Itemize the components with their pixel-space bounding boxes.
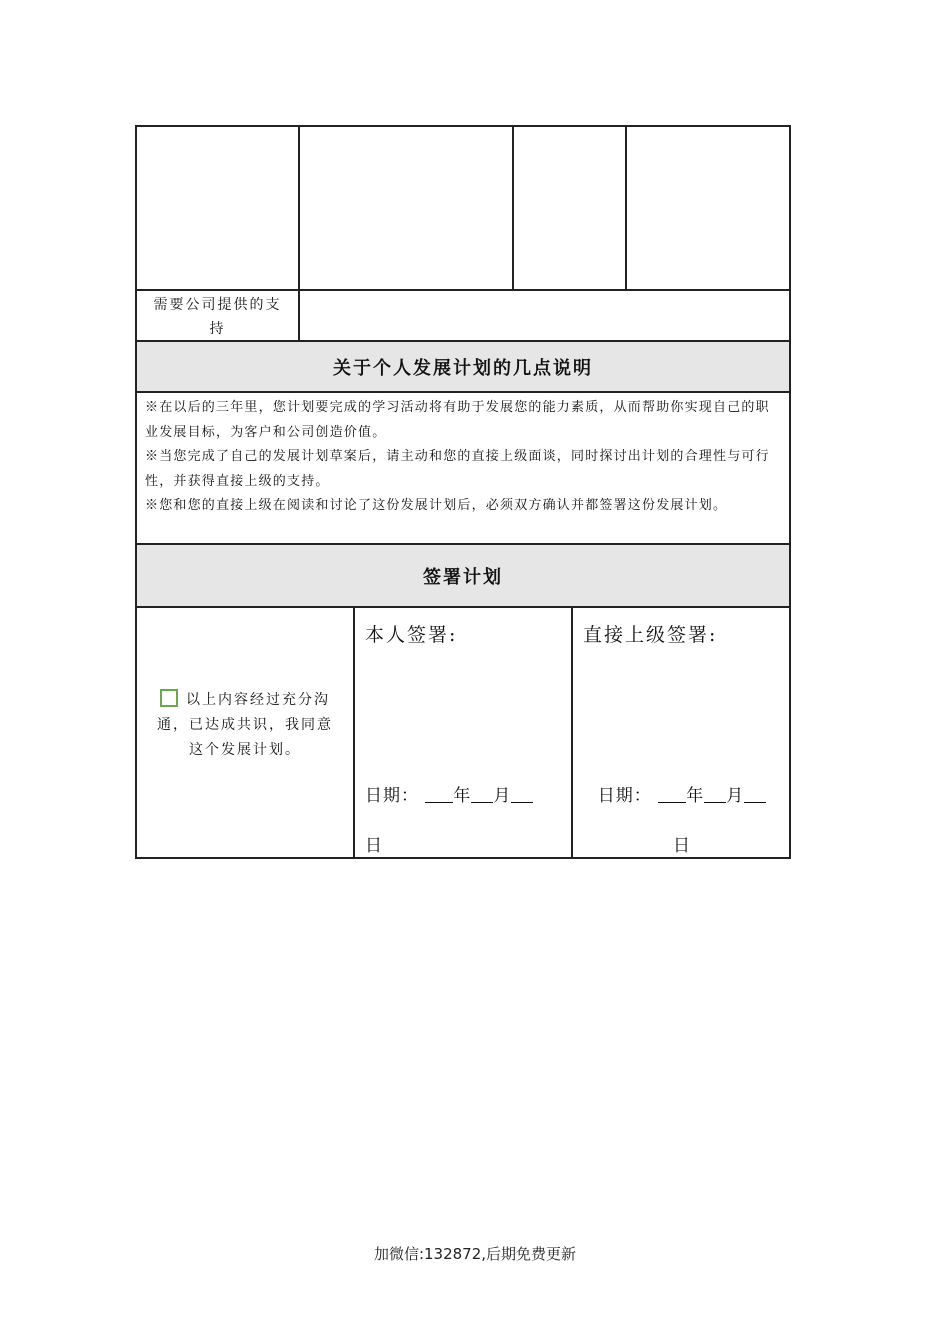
support-row xyxy=(137,291,791,342)
month-blank[interactable] xyxy=(704,787,726,803)
day-blank[interactable] xyxy=(511,787,533,803)
footer-note: 加微信:132872,后期免费更新 xyxy=(373,1245,577,1263)
manager-sign-cell[interactable] xyxy=(573,608,791,859)
manager-sign-date xyxy=(583,771,781,871)
support-value-field[interactable] xyxy=(300,291,791,342)
note-item: ※在以后的三年里，您计划要完成的学习活动将有助于发展您的能力素质，从而帮助你实现自己的职业发展目标，为客户和公司创造价值。 xyxy=(145,400,770,440)
self-sign-cell[interactable] xyxy=(355,608,573,859)
blank-cell xyxy=(137,127,300,291)
date-label: 日期： xyxy=(365,786,419,806)
note-item: ※当您完成了自己的发展计划草案后，请主动和您的直接上级面谈，同时探讨出计划的合理性与可行性，并获得直接上级的支持。 xyxy=(145,449,770,489)
manager-sign-label: 直接上级签署: xyxy=(583,624,718,646)
blank-row xyxy=(137,127,791,291)
support-label: 需要公司提供的支持 xyxy=(137,291,300,342)
year-blank[interactable] xyxy=(658,787,686,803)
agreement-cell xyxy=(137,608,355,859)
month-label: 月 xyxy=(726,786,745,806)
year-label: 年 xyxy=(686,786,705,806)
month-blank[interactable] xyxy=(471,787,493,803)
sign-section-title: 签署计划 xyxy=(137,545,791,608)
day-label: 日 xyxy=(673,836,691,856)
notes-body xyxy=(137,393,791,545)
blank-cell xyxy=(627,127,791,291)
date-label: 日期： xyxy=(597,786,652,806)
day-label: 日 xyxy=(365,836,383,856)
self-sign-date xyxy=(365,771,563,871)
blank-cell xyxy=(300,127,514,291)
year-blank[interactable] xyxy=(425,787,453,803)
blank-cell xyxy=(514,127,627,291)
month-label: 月 xyxy=(493,786,512,806)
note-item: ※您和您的直接上级在阅读和讨论了这份发展计划后，必须双方确认并都签署这份发展计划。 xyxy=(145,498,728,514)
sign-row xyxy=(137,608,791,859)
year-label: 年 xyxy=(453,786,472,806)
agreement-text: 以上内容经过充分沟通，已达成共识，我同意这个发展计划。 xyxy=(157,692,333,758)
agree-checkbox[interactable] xyxy=(160,689,178,707)
self-sign-label: 本人签署: xyxy=(365,624,458,646)
plan-table xyxy=(135,125,791,859)
day-blank[interactable] xyxy=(744,787,766,803)
notes-section-title: 关于个人发展计划的几点说明 xyxy=(137,342,791,393)
